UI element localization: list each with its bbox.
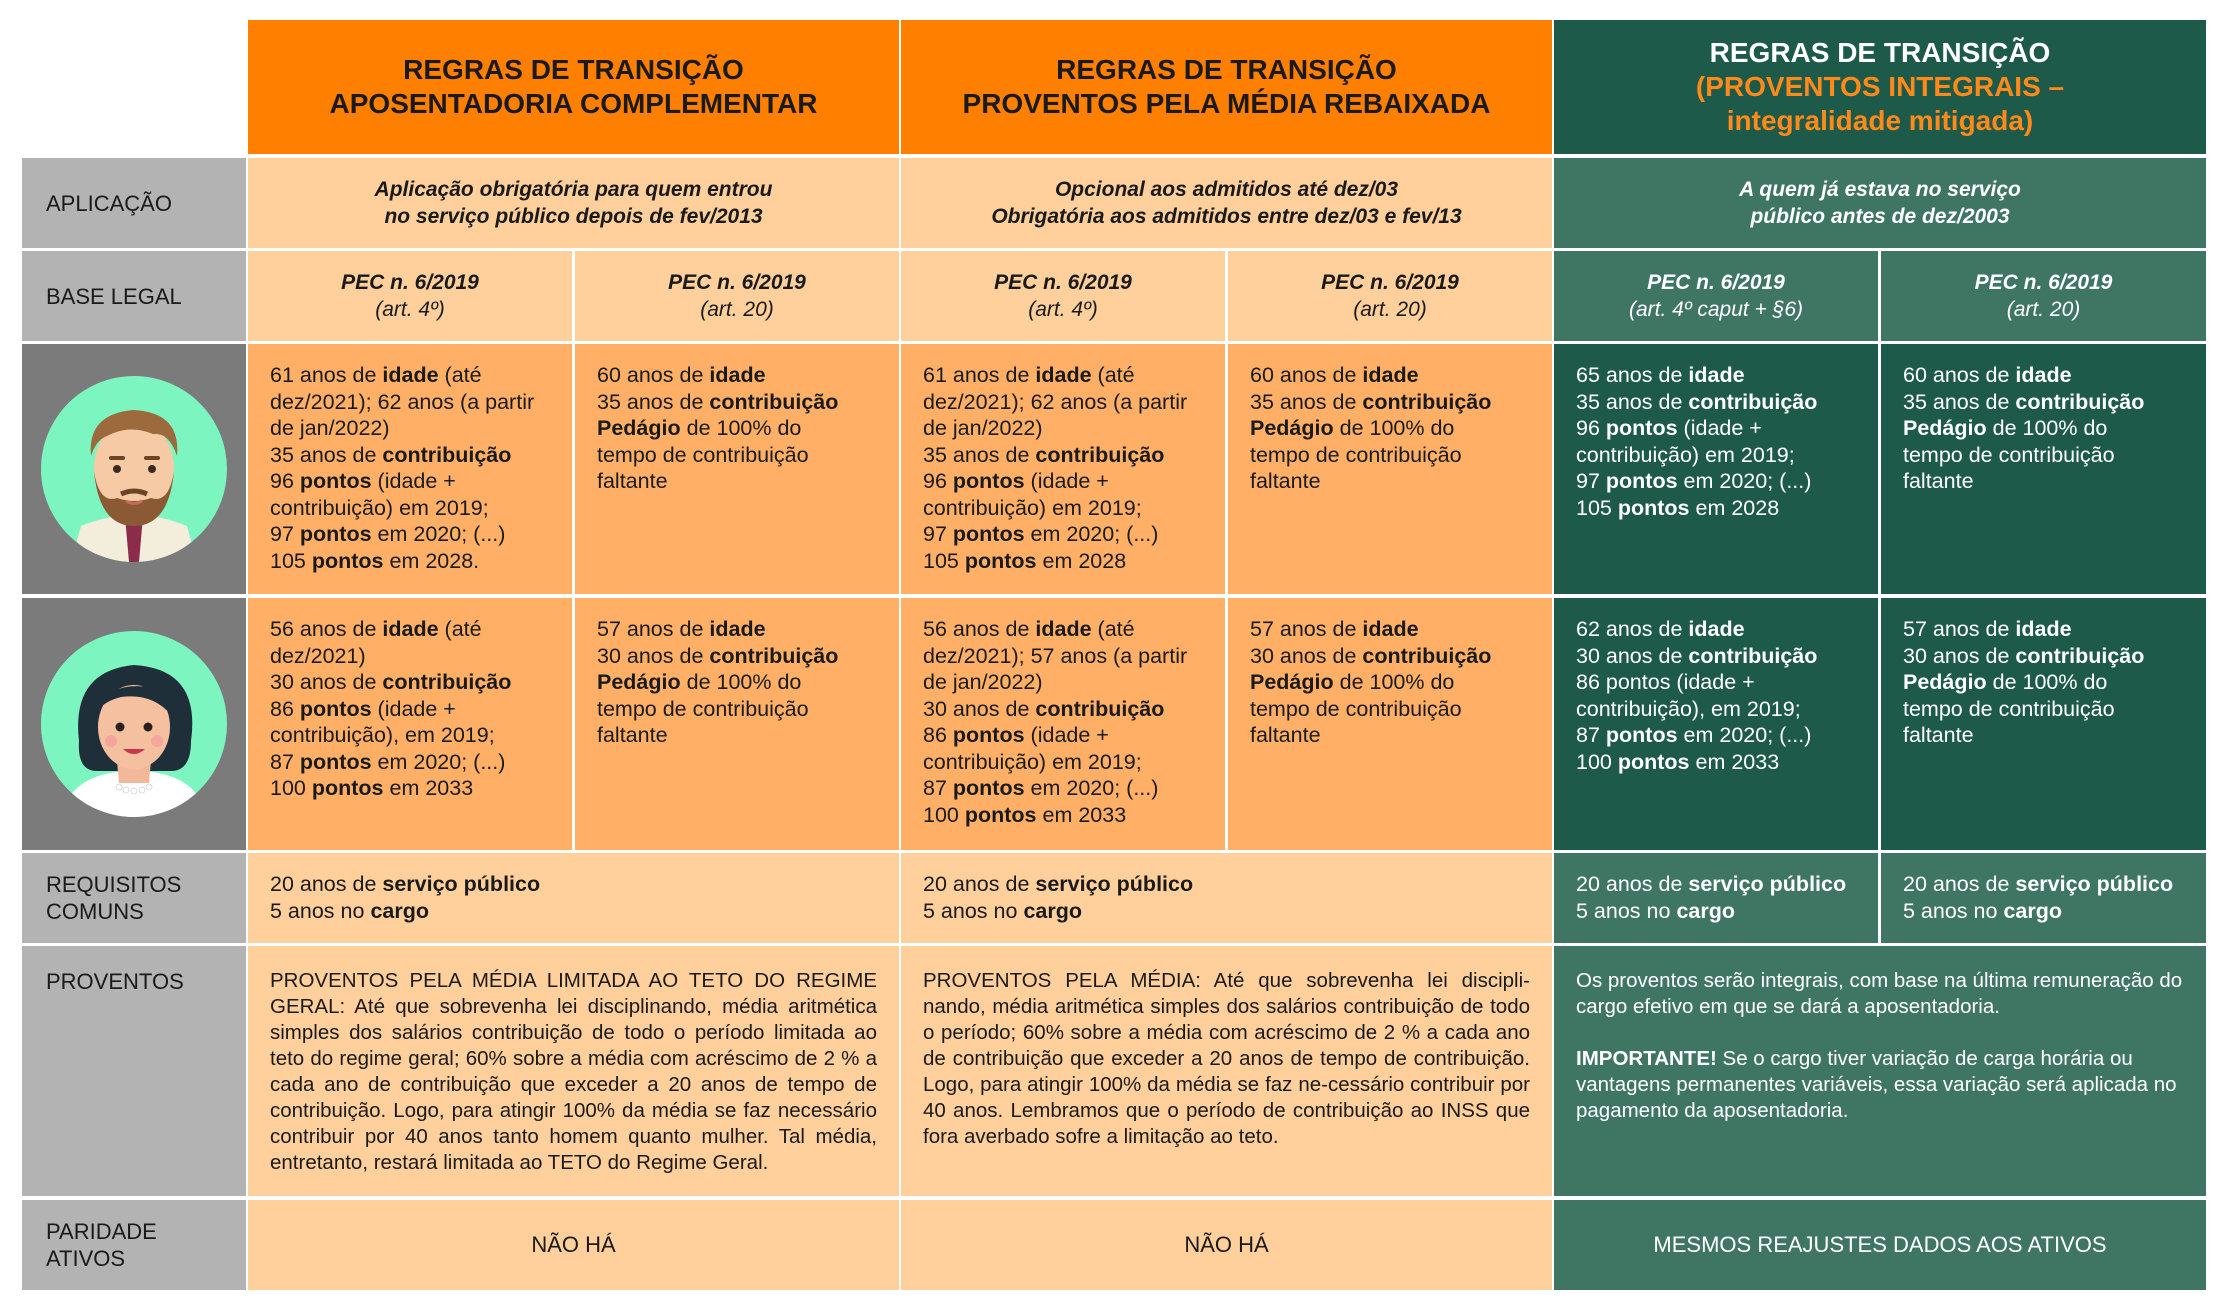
paridade-complementar: [248, 1200, 899, 1290]
pec-ref: PEC n. 6/2019: [994, 271, 1132, 294]
paridade-text: NÃO HÁ: [531, 1232, 616, 1257]
text: (idade +: [1030, 469, 1109, 493]
text-bold: pontos: [1605, 469, 1678, 493]
header-complementar: [248, 20, 899, 154]
women-complementar-art4: [248, 598, 572, 850]
pec-ref: PEC n. 6/2019: [1321, 271, 1459, 294]
text: 35 anos de: [597, 389, 704, 414]
text: (até: [444, 617, 482, 641]
men-media-art4: [901, 344, 1225, 594]
text: 61 anos de: [270, 363, 377, 387]
paridade-text: NÃO HÁ: [1184, 1232, 1269, 1257]
text: 35 anos de: [923, 442, 1030, 467]
text: 96: [1576, 416, 1600, 440]
base-legal-cell: [1554, 251, 1878, 341]
text: 61 anos de: [923, 363, 1030, 387]
text-bold: pontos: [311, 548, 384, 573]
text: de 100% do: [1992, 670, 2108, 694]
base-legal-cell: [1881, 251, 2206, 341]
text: de 100% do: [1992, 416, 2108, 440]
art-ref: (art. 20): [2006, 298, 2081, 321]
text: 35 anos de: [270, 442, 377, 467]
text-bold: contribuição: [1035, 442, 1165, 467]
women-complementar-art20: [575, 598, 899, 850]
label-text: APLICAÇÃO: [46, 190, 172, 216]
aplicacao-line: Opcional aos admitidos até dez/03: [1054, 178, 1399, 201]
text-bold: Pedágio: [1250, 670, 1334, 694]
text: 87: [923, 776, 947, 800]
art-ref: (art. 4º): [375, 298, 445, 321]
text-bold: idade: [1362, 363, 1419, 387]
text: 105: [1576, 495, 1612, 520]
header-title: REGRAS DE TRANSIÇÃO: [1056, 54, 1397, 85]
text: (idade +: [1683, 416, 1762, 440]
text-bold: Pedágio: [597, 416, 681, 440]
text-bold: cargo: [370, 898, 429, 923]
text: 57 anos de: [1250, 617, 1357, 641]
text: 56 anos de: [923, 617, 1030, 641]
text: 86: [270, 696, 294, 721]
text: contribuição) em 2019;: [923, 495, 1142, 520]
text: faltante: [1903, 723, 1974, 747]
text-bold: serviço público: [382, 872, 541, 896]
label-text: COMUNS: [46, 899, 144, 924]
text-bold: idade: [1688, 363, 1745, 387]
proventos-media: [901, 946, 1552, 1196]
label-text: PARIDADE: [46, 1219, 157, 1244]
proventos-complementar: [248, 946, 899, 1196]
text: 35 anos de: [1576, 389, 1683, 414]
text-bold: contribuição: [709, 643, 839, 668]
aplicacao-line: Obrigatória aos admitidos entre dez/03 e fev/13: [991, 205, 1462, 228]
text-bold: contribuição: [1688, 643, 1818, 668]
text-bold: Pedágio: [1903, 416, 1987, 440]
text: de jan/2022): [923, 416, 1043, 440]
text: tempo de contribuição: [597, 442, 809, 467]
header-subtitle-2: integralidade mitigada): [1726, 105, 2034, 136]
paridade-text: MESMOS REAJUSTES DADOS AOS ATIVOS: [1653, 1232, 2107, 1257]
text: faltante: [597, 723, 668, 747]
text: tempo de contribuição: [1250, 696, 1462, 721]
text-bold: contribuição: [2015, 643, 2145, 668]
aplicacao-media: [901, 158, 1552, 248]
text: 20 anos de: [923, 872, 1030, 896]
text: 60 anos de: [1250, 363, 1357, 387]
header-title: REGRAS DE TRANSIÇÃO: [403, 54, 744, 85]
women-integrais-art20: [1881, 598, 2206, 850]
woman-avatar-icon: [41, 631, 227, 817]
text: 57 anos de: [597, 617, 704, 641]
text-bold: cargo: [2003, 898, 2062, 923]
proventos-text: PROVENTOS PELA MÉDIA: Até que sobrevenha lei discipli-nando, média aritmética simples dos salários contribuição de todo o período; 60% sobre a média com acréscimo de 2 % a cada ano de contribuição que exceder a 20 anos de tempo de contribuição. Logo, para atingir 100% da média se faz ne-cessário contribuir por 40 anos. Lembramos que o período de contribuição ao INSS que fora averbado sofre a limitação ao teto.: [923, 969, 1530, 1148]
women-media-art20: [1228, 598, 1552, 850]
text: 87: [270, 749, 294, 774]
text: (idade +: [1030, 723, 1109, 747]
text: de jan/2022): [923, 670, 1043, 694]
aplicacao-line: A quem já estava no serviço: [1739, 178, 2021, 201]
text-bold: pontos: [952, 723, 1025, 747]
text-bold: pontos: [1605, 723, 1678, 747]
text: 60 anos de: [597, 363, 704, 387]
text: tempo de contribuição: [1903, 442, 2115, 467]
proventos-integrais: [1554, 946, 2206, 1196]
text: 35 anos de: [1903, 389, 2010, 414]
text: 60 anos de: [1903, 363, 2010, 387]
man-avatar-cell: [22, 344, 246, 594]
proventos-text: Os proventos serão integrais, com base na última remuneração do cargo efetivo em que se dará a aposentadoria.: [1576, 969, 2183, 1018]
text-bold: pontos: [952, 469, 1025, 493]
text-bold: idade: [2015, 617, 2072, 641]
text-bold: contribuição: [1362, 643, 1492, 668]
text: em 2020; (...): [1030, 522, 1159, 546]
text-bold: idade: [2015, 363, 2072, 387]
text-bold: idade: [709, 363, 766, 387]
text: tempo de contribuição: [1903, 696, 2115, 721]
proventos-text: Se o cargo tiver variação de carga horária ou vantagens permanentes variáveis, essa variação será aplicada no pagamento da aposentadoria.: [1576, 1047, 2177, 1122]
label-proventos: [22, 946, 246, 1196]
paridade-media: [901, 1200, 1552, 1290]
text: contribuição) em 2019;: [923, 749, 1142, 774]
text: contribuição), em 2019;: [1576, 696, 1801, 721]
text: 20 anos de: [1576, 872, 1683, 896]
text: 100: [1576, 749, 1612, 774]
text-bold: idade: [709, 617, 766, 641]
text: faltante: [1250, 469, 1321, 493]
text-bold: idade: [1035, 617, 1092, 641]
header-subtitle: (PROVENTOS INTEGRAIS –: [1695, 71, 2065, 102]
text: 30 anos de: [1250, 643, 1357, 668]
men-complementar-art20: [575, 344, 899, 594]
aplicacao-integrais: [1554, 158, 2206, 248]
base-legal-cell: [1228, 251, 1552, 341]
text: 100: [923, 802, 959, 827]
text: contribuição) em 2019;: [1576, 442, 1795, 467]
text-bold: contribuição: [1688, 389, 1818, 414]
text: 97: [270, 522, 294, 546]
text-bold: pontos: [952, 776, 1025, 800]
text: em 2020; (...): [1683, 469, 1812, 493]
text: (idade +: [377, 469, 456, 493]
men-integrais-art4: [1554, 344, 1878, 594]
pec-ref: PEC n. 6/2019: [341, 271, 479, 294]
text: dez/2021); 62 anos (a partir: [270, 389, 535, 414]
man-avatar-icon: [41, 376, 227, 562]
pec-ref: PEC n. 6/2019: [668, 271, 806, 294]
text-bold: pontos: [1605, 416, 1678, 440]
base-legal-cell: [248, 251, 572, 341]
text: 30 anos de: [270, 670, 377, 694]
header-subtitle: APOSENTADORIA COMPLEMENTAR: [329, 88, 818, 119]
art-ref: (art. 20): [700, 298, 774, 321]
header-title: REGRAS DE TRANSIÇÃO: [1709, 37, 2051, 68]
text: tempo de contribuição: [597, 696, 809, 721]
text: 96: [923, 469, 947, 493]
header-integrais: [1554, 20, 2206, 154]
text: em 2028: [1042, 548, 1127, 573]
aplicacao-line: Aplicação obrigatória para quem entrou: [374, 178, 773, 201]
text-bold: pontos: [964, 548, 1037, 573]
header-subtitle: PROVENTOS PELA MÉDIA REBAIXADA: [962, 88, 1491, 119]
pec-ref: PEC n. 6/2019: [1974, 271, 2113, 294]
text: (idade +: [377, 696, 456, 721]
aplicacao-complementar: [248, 158, 899, 248]
text-bold: Pedágio: [597, 670, 681, 694]
text: 56 anos de: [270, 617, 377, 641]
art-ref: (art. 4º): [1028, 298, 1098, 321]
text: 30 anos de: [1903, 643, 2010, 668]
text-bold: pontos: [299, 749, 372, 774]
text: tempo de contribuição: [1250, 442, 1462, 467]
men-integrais-art20: [1881, 344, 2206, 594]
text: 5 anos no: [1903, 898, 1998, 923]
text: de 100% do: [686, 670, 802, 694]
text: 105: [923, 548, 959, 573]
text: 5 anos no: [270, 898, 365, 923]
text: contribuição), em 2019;: [270, 723, 495, 747]
text: 97: [923, 522, 947, 546]
text: em 2033: [1042, 802, 1127, 827]
requisitos-media: [901, 853, 1552, 943]
text: em 2028.: [389, 548, 480, 573]
text-bold: Pedágio: [1903, 670, 1987, 694]
woman-avatar-cell: [22, 598, 246, 850]
text-bold: idade: [1362, 617, 1419, 641]
important-label: IMPORTANTE!: [1576, 1047, 1717, 1070]
base-legal-cell: [575, 251, 899, 341]
text-bold: contribuição: [1035, 696, 1165, 721]
base-legal-cell: [901, 251, 1225, 341]
text: 105: [270, 548, 306, 573]
text: em 2028: [1695, 495, 1780, 520]
label-base-legal: [22, 251, 246, 341]
text-bold: pontos: [299, 696, 372, 721]
text: dez/2021); 57 anos (a partir: [923, 643, 1188, 668]
text-bold: serviço público: [1035, 872, 1194, 896]
text: de 100% do: [686, 416, 802, 440]
art-ref: (art. 4º caput + §6): [1628, 298, 1803, 321]
text: contribuição) em 2019;: [270, 495, 489, 520]
text-bold: pontos: [1617, 749, 1690, 774]
text: em 2020; (...): [1030, 776, 1159, 800]
text: de 100% do: [1339, 670, 1455, 694]
label-text: BASE LEGAL: [46, 283, 182, 309]
text: de jan/2022): [270, 416, 390, 440]
text: em 2033: [1695, 749, 1780, 774]
text-bold: contribuição: [1362, 389, 1492, 414]
text: 100: [270, 776, 306, 800]
text-bold: pontos: [1617, 495, 1690, 520]
text-bold: idade: [382, 363, 439, 387]
text-bold: serviço público: [1688, 872, 1847, 896]
text: faltante: [1250, 723, 1321, 747]
text: 5 anos no: [1576, 898, 1671, 923]
women-integrais-art4: [1554, 598, 1878, 850]
text-bold: serviço público: [2015, 872, 2174, 896]
text: faltante: [597, 469, 668, 493]
text: dez/2021): [270, 643, 366, 668]
text-bold: pontos: [311, 776, 384, 800]
text: em 2020; (...): [377, 749, 506, 774]
text: 97: [1576, 469, 1600, 493]
label-text: ATIVOS: [46, 1246, 126, 1271]
text: 30 anos de: [597, 643, 704, 668]
text: 57 anos de: [1903, 617, 2010, 641]
text: 20 anos de: [270, 872, 377, 896]
text-bold: contribuição: [2015, 389, 2145, 414]
text: 20 anos de: [1903, 872, 2010, 896]
label-text: REQUISITOS: [46, 872, 182, 897]
men-media-art20: [1228, 344, 1552, 594]
text: 86 pontos (idade +: [1576, 670, 1755, 694]
text: em 2020; (...): [377, 522, 506, 546]
text-bold: cargo: [1023, 898, 1082, 923]
paridade-integrais: [1554, 1200, 2206, 1290]
proventos-text: PROVENTOS PELA MÉDIA LIMITADA AO TETO DO REGIME GERAL: Até que sobrevenha lei disciplinando, média aritmética simples dos salários contribuição de todo o período limitada ao teto do regime geral; 60% sobre a média com acréscimo de 2 % a cada ano de contribuição que exceder a 20 anos de tempo de contribuição. Logo, para atingir 100% da média se faz necessário contribuir por 40 anos tanto homem quanto mulher. Tal média, entretanto, restará limitada ao TETO do Regime Geral.: [270, 969, 877, 1174]
text-bold: cargo: [1676, 898, 1735, 923]
label-text: PROVENTOS: [46, 969, 184, 994]
text: (até: [1097, 363, 1135, 387]
text: de 100% do: [1339, 416, 1455, 440]
text: 5 anos no: [923, 898, 1018, 923]
text: faltante: [1903, 469, 1974, 493]
text: 35 anos de: [1250, 389, 1357, 414]
text-bold: idade: [1035, 363, 1092, 387]
text: 30 anos de: [1576, 643, 1683, 668]
art-ref: (art. 20): [1353, 298, 1427, 321]
requisitos-integrais-art4: [1554, 853, 1878, 943]
text-bold: contribuição: [382, 442, 512, 467]
text: 96: [270, 469, 294, 493]
text: 87: [1576, 723, 1600, 747]
text-bold: pontos: [299, 469, 372, 493]
text-bold: pontos: [299, 522, 372, 546]
requisitos-integrais-art20: [1881, 853, 2206, 943]
text-bold: pontos: [952, 522, 1025, 546]
text: em 2033: [389, 776, 474, 800]
label-requisitos: [22, 853, 246, 943]
requisitos-complementar: [248, 853, 899, 943]
text: 65 anos de: [1576, 363, 1683, 387]
text: (até: [1097, 617, 1135, 641]
label-paridade: [22, 1200, 246, 1290]
header-media-rebaixada: [901, 20, 1552, 154]
text-bold: Pedágio: [1250, 416, 1334, 440]
text: em 2020; (...): [1683, 723, 1812, 747]
text: (até: [444, 363, 482, 387]
text-bold: contribuição: [382, 670, 512, 694]
text-bold: contribuição: [709, 389, 839, 414]
text-bold: pontos: [964, 802, 1037, 827]
text: 62 anos de: [1576, 617, 1683, 641]
aplicacao-line: público antes de dez/2003: [1750, 205, 2010, 228]
text-bold: idade: [382, 617, 439, 641]
text: dez/2021); 62 anos (a partir: [923, 389, 1188, 414]
label-aplicacao: [22, 158, 246, 248]
pec-ref: PEC n. 6/2019: [1647, 271, 1785, 294]
women-media-art4: [901, 598, 1225, 850]
text: 86: [923, 723, 947, 747]
text: 30 anos de: [923, 696, 1030, 721]
aplicacao-line: no serviço público depois de fev/2013: [384, 205, 763, 228]
men-complementar-art4: [248, 344, 572, 594]
text-bold: idade: [1688, 617, 1745, 641]
